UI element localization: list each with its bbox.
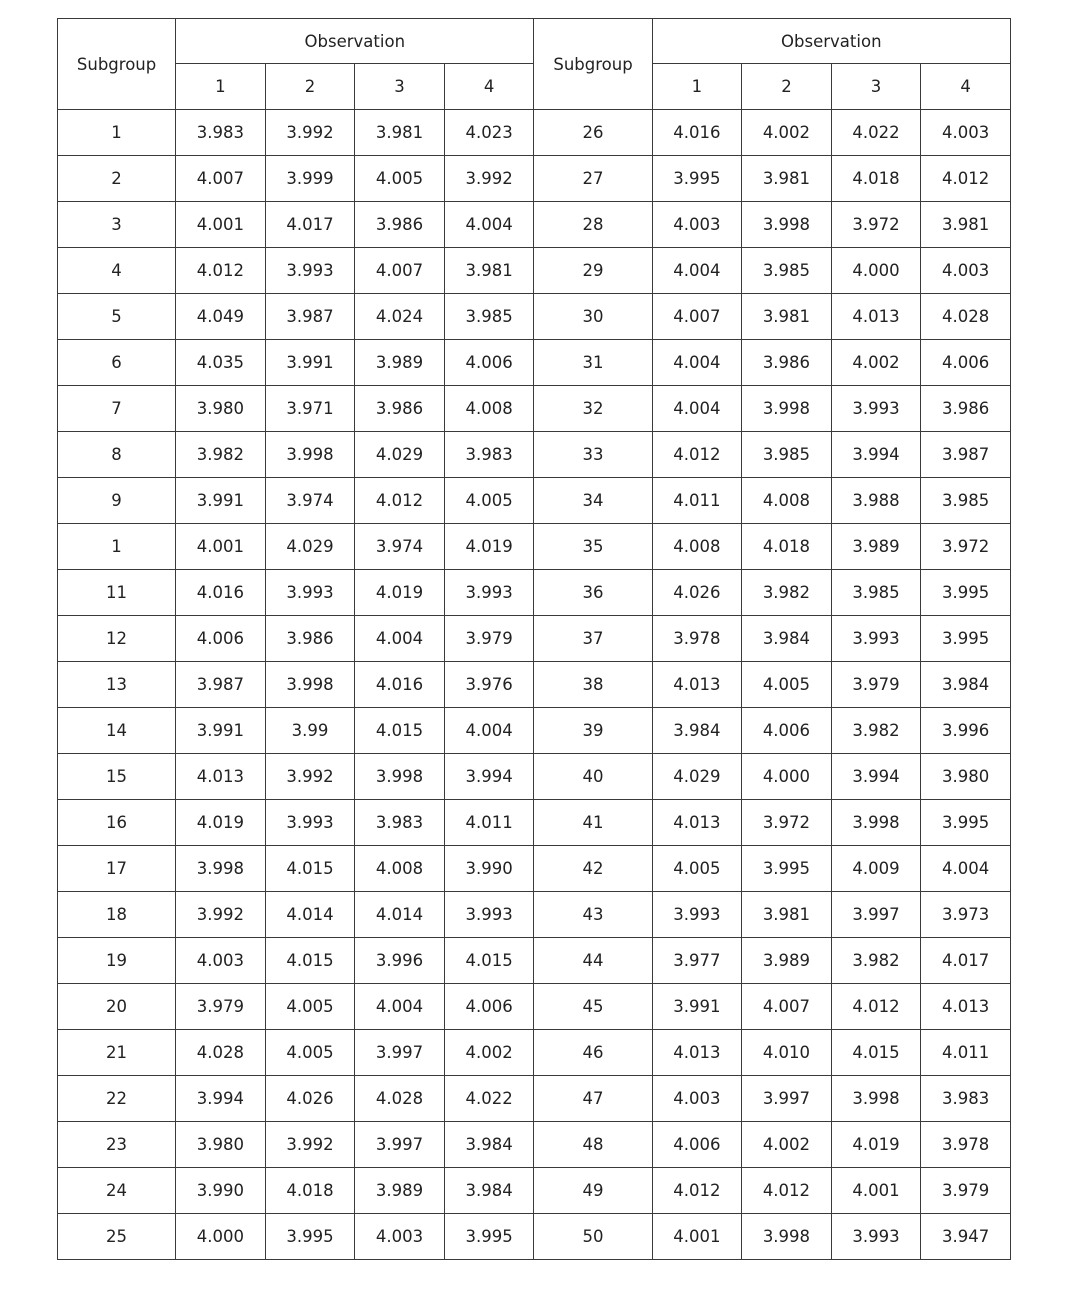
observation-cell: 4.006 [742,708,832,754]
observation-cell: 4.008 [742,478,832,524]
subgroup-cell: 30 [534,294,652,340]
observation-cell: 4.000 [831,248,921,294]
subgroup-cell: 18 [58,892,176,938]
observation-cell: 3.998 [265,662,355,708]
observation-cell: 3.998 [831,1076,921,1122]
observation-cell: 4.008 [444,386,534,432]
observation-cell: 3.994 [444,754,534,800]
observation-cell: 3.994 [176,1076,266,1122]
subgroup-cell: 32 [534,386,652,432]
table-row [58,524,1011,570]
table-row [58,1076,1011,1122]
subgroup-cell: 44 [534,938,652,984]
observation-cell: 4.028 [355,1076,445,1122]
observation-cell: 3.974 [265,478,355,524]
observation-cell: 4.005 [265,984,355,1030]
observation-cell: 4.006 [921,340,1011,386]
observation-cell: 4.013 [921,984,1011,1030]
observation-cell: 4.049 [176,294,266,340]
observation-cell: 3.997 [742,1076,832,1122]
observation-cell: 4.024 [355,294,445,340]
table-row [58,1030,1011,1076]
observation-cell: 4.017 [921,938,1011,984]
observation-cell: 3.993 [444,570,534,616]
subgroup-cell: 14 [58,708,176,754]
observation-cell: 3.998 [742,1214,832,1260]
observation-cell: 4.028 [921,294,1011,340]
observation-cell: 3.995 [921,616,1011,662]
observation-cell: 3.989 [355,1168,445,1214]
observation-cell: 3.995 [265,1214,355,1260]
observation-cell: 4.012 [176,248,266,294]
subgroup-cell: 15 [58,754,176,800]
observation-cell: 3.986 [355,202,445,248]
table-row [58,478,1011,524]
observation-cell: 4.000 [742,754,832,800]
subgroup-cell: 33 [534,432,652,478]
observation-cell: 4.016 [176,570,266,616]
observation-cell: 4.009 [831,846,921,892]
observation-cell: 3.993 [265,570,355,616]
subgroup-cell: 40 [534,754,652,800]
observation-cell: 4.012 [921,156,1011,202]
observation-cell: 3.989 [831,524,921,570]
observation-cell: 4.035 [176,340,266,386]
observation-cell: 4.016 [355,662,445,708]
subgroup-cell: 6 [58,340,176,386]
observation-cell: 3.995 [742,846,832,892]
observation-cell: 3.998 [265,432,355,478]
observation-cell: 3.993 [265,800,355,846]
observation-cell: 3.994 [831,432,921,478]
observation-cell: 3.981 [742,156,832,202]
observation-cell: 4.005 [742,662,832,708]
observation-cell: 3.989 [742,938,832,984]
observation-cell: 3.979 [831,662,921,708]
observation-cell: 3.978 [921,1122,1011,1168]
observation-cell: 3.992 [265,110,355,156]
subgroup-cell: 20 [58,984,176,1030]
observation-cell: 4.015 [355,708,445,754]
observation-cell: 3.985 [831,570,921,616]
observation-cell: 4.019 [176,800,266,846]
subgroup-cell: 1 [58,110,176,156]
subgroup-cell: 12 [58,616,176,662]
observation-cell: 3.998 [742,202,832,248]
observation-cell: 3.978 [652,616,742,662]
observation-cell: 4.001 [176,202,266,248]
observation-cell: 3.998 [176,846,266,892]
observation-cell: 3.981 [355,110,445,156]
observation-cell: 3.987 [176,662,266,708]
table-row [58,616,1011,662]
observation-cell: 4.012 [831,984,921,1030]
observation-cell: 4.029 [265,524,355,570]
observation-cell: 3.980 [176,1122,266,1168]
observation-cell: 3.982 [742,570,832,616]
observation-cell: 4.013 [652,1030,742,1076]
observation-cell: 3.996 [921,708,1011,754]
subgroup-cell: 46 [534,1030,652,1076]
subgroup-cell: 49 [534,1168,652,1214]
table-row [58,202,1011,248]
observation-cell: 4.012 [355,478,445,524]
table-row [58,1214,1011,1260]
subgroup-cell: 35 [534,524,652,570]
observation-cell: 3.990 [444,846,534,892]
observation-cell: 3.972 [831,202,921,248]
observation-cell: 4.000 [176,1214,266,1260]
observation-cell: 4.011 [444,800,534,846]
observation-cell: 3.981 [921,202,1011,248]
observation-cell: 3.984 [444,1122,534,1168]
subgroup-header-right: Subgroup [534,19,652,110]
observation-cell: 3.986 [742,340,832,386]
table-row [58,432,1011,478]
observation-cell: 3.986 [921,386,1011,432]
observation-cell: 4.002 [742,110,832,156]
subgroup-cell: 1 [58,524,176,570]
observation-number-header: 1 [652,64,742,110]
observation-cell: 3.984 [921,662,1011,708]
observation-number-header: 4 [444,64,534,110]
subgroup-cell: 48 [534,1122,652,1168]
observation-cell: 3.991 [652,984,742,1030]
subgroup-cell: 4 [58,248,176,294]
subgroup-cell: 7 [58,386,176,432]
observation-cell: 3.987 [265,294,355,340]
observation-cell: 4.001 [831,1168,921,1214]
subgroup-cell: 13 [58,662,176,708]
subgroup-cell: 24 [58,1168,176,1214]
observation-cell: 4.016 [652,110,742,156]
observation-cell: 4.018 [831,156,921,202]
table-row [58,708,1011,754]
observation-cell: 3.982 [831,938,921,984]
observation-cell: 4.008 [652,524,742,570]
observation-cell: 3.984 [742,616,832,662]
observation-cell: 3.981 [742,294,832,340]
observation-cell: 3.984 [444,1168,534,1214]
observation-cell: 4.013 [831,294,921,340]
observation-cell: 4.006 [444,340,534,386]
observation-cell: 3.995 [921,800,1011,846]
observation-cell: 4.019 [444,524,534,570]
observation-number-header: 3 [831,64,921,110]
observation-cell: 4.001 [176,524,266,570]
observation-cell: 4.003 [921,248,1011,294]
observation-cell: 3.982 [176,432,266,478]
observation-number-header: 2 [742,64,832,110]
subgroup-cell: 16 [58,800,176,846]
subgroup-cell: 5 [58,294,176,340]
subgroup-cell: 45 [534,984,652,1030]
observation-cell: 4.008 [355,846,445,892]
observation-cell: 3.976 [444,662,534,708]
observation-cell: 4.029 [652,754,742,800]
observation-cell: 4.015 [444,938,534,984]
observation-cell: 3.983 [355,800,445,846]
subgroup-cell: 36 [534,570,652,616]
table-body [58,110,1011,1260]
observation-cell: 4.014 [265,892,355,938]
observation-cell: 4.004 [652,248,742,294]
observation-cell: 4.003 [176,938,266,984]
observation-cell: 4.018 [742,524,832,570]
observation-cell: 3.992 [444,156,534,202]
table-row [58,570,1011,616]
observation-cell: 4.026 [265,1076,355,1122]
observation-cell: 4.007 [742,984,832,1030]
subgroup-cell: 34 [534,478,652,524]
observation-cell: 4.003 [355,1214,445,1260]
subgroup-cell: 17 [58,846,176,892]
observation-cell: 3.997 [355,1122,445,1168]
subgroup-cell: 2 [58,156,176,202]
observation-cell: 3.986 [355,386,445,432]
observation-cell: 4.007 [652,294,742,340]
observation-cell: 3.996 [355,938,445,984]
subgroup-cell: 11 [58,570,176,616]
observation-cell: 3.993 [831,1214,921,1260]
observation-cell: 4.006 [176,616,266,662]
observation-cell: 3.990 [176,1168,266,1214]
table-row [58,754,1011,800]
observation-cell: 3.983 [444,432,534,478]
table-row [58,662,1011,708]
observation-cell: 3.993 [831,386,921,432]
subgroup-cell: 25 [58,1214,176,1260]
observation-cell: 4.005 [652,846,742,892]
table-row [58,110,1011,156]
observation-cell: 3.986 [265,616,355,662]
observation-header-left: Observation [176,19,534,64]
subgroup-cell: 37 [534,616,652,662]
observation-cell: 3.977 [652,938,742,984]
observation-cell: 3.974 [355,524,445,570]
observation-cell: 3.983 [176,110,266,156]
table-row [58,1168,1011,1214]
observation-cell: 4.002 [742,1122,832,1168]
observation-cell: 3.971 [265,386,355,432]
observation-cell: 3.980 [176,386,266,432]
observation-cell: 4.015 [831,1030,921,1076]
observation-cell: 4.004 [355,984,445,1030]
observation-cell: 4.019 [831,1122,921,1168]
observation-cell: 3.981 [444,248,534,294]
observation-cell: 3.972 [921,524,1011,570]
observation-cell: 3.987 [921,432,1011,478]
observation-cell: 4.004 [652,386,742,432]
observation-cell: 4.012 [742,1168,832,1214]
table-row [58,800,1011,846]
observation-cell: 4.012 [652,1168,742,1214]
observation-cell: 4.022 [831,110,921,156]
observation-cell: 4.007 [176,156,266,202]
observation-cell: 4.028 [176,1030,266,1076]
observation-cell: 3.984 [652,708,742,754]
observation-cell: 3.99 [265,708,355,754]
observation-cell: 4.003 [921,110,1011,156]
observation-cell: 3.982 [831,708,921,754]
observation-cell: 3.985 [742,248,832,294]
observation-cell: 4.003 [652,1076,742,1122]
table-row [58,156,1011,202]
subgroup-cell: 29 [534,248,652,294]
subgroup-cell: 39 [534,708,652,754]
observation-cell: 4.011 [652,478,742,524]
observation-cell: 4.001 [652,1214,742,1260]
observation-cell: 3.991 [176,708,266,754]
observation-cell: 3.980 [921,754,1011,800]
subgroup-cell: 9 [58,478,176,524]
observation-number-header: 4 [921,64,1011,110]
observation-cell: 3.979 [444,616,534,662]
observation-cell: 3.998 [355,754,445,800]
table-row [58,1122,1011,1168]
subgroup-cell: 21 [58,1030,176,1076]
observation-cell: 3.999 [265,156,355,202]
observation-cell: 4.007 [355,248,445,294]
subgroup-cell: 27 [534,156,652,202]
subgroup-cell: 26 [534,110,652,156]
observation-cell: 3.947 [921,1214,1011,1260]
table-row [58,846,1011,892]
observation-cell: 3.985 [742,432,832,478]
observation-cell: 4.015 [265,938,355,984]
subgroup-cell: 28 [534,202,652,248]
observation-cell: 4.022 [444,1076,534,1122]
subgroup-cell: 50 [534,1214,652,1260]
observation-cell: 4.005 [265,1030,355,1076]
observation-cell: 4.004 [444,708,534,754]
observation-cell: 4.013 [652,800,742,846]
observation-cell: 3.979 [921,1168,1011,1214]
observation-table [57,18,1011,1260]
observation-cell: 3.991 [265,340,355,386]
observation-cell: 4.023 [444,110,534,156]
observation-cell: 4.013 [652,662,742,708]
observation-cell: 4.006 [444,984,534,1030]
observation-cell: 3.979 [176,984,266,1030]
observation-cell: 3.998 [742,386,832,432]
observation-cell: 3.985 [444,294,534,340]
subgroup-cell: 38 [534,662,652,708]
subgroup-cell: 8 [58,432,176,478]
observation-cell: 3.992 [265,1122,355,1168]
observation-cell: 4.004 [355,616,445,662]
subgroup-cell: 23 [58,1122,176,1168]
subgroup-cell: 22 [58,1076,176,1122]
observation-cell: 3.993 [444,892,534,938]
observation-cell: 3.992 [265,754,355,800]
table-row [58,248,1011,294]
observation-cell: 3.995 [652,156,742,202]
observation-cell: 4.004 [921,846,1011,892]
observation-cell: 3.998 [831,800,921,846]
observation-cell: 3.983 [921,1076,1011,1122]
table-row [58,340,1011,386]
observation-number-header: 3 [355,64,445,110]
observation-cell: 4.018 [265,1168,355,1214]
observation-cell: 4.005 [444,478,534,524]
observation-cell: 3.993 [652,892,742,938]
observation-cell: 3.972 [742,800,832,846]
observation-cell: 4.010 [742,1030,832,1076]
observation-cell: 3.993 [831,616,921,662]
observation-cell: 4.014 [355,892,445,938]
observation-cell: 4.029 [355,432,445,478]
observation-cell: 3.997 [831,892,921,938]
observation-cell: 4.006 [652,1122,742,1168]
subgroup-cell: 3 [58,202,176,248]
subgroup-cell: 43 [534,892,652,938]
observation-cell: 4.011 [921,1030,1011,1076]
observation-cell: 3.991 [176,478,266,524]
observation-cell: 3.988 [831,478,921,524]
table-row [58,892,1011,938]
observation-cell: 4.026 [652,570,742,616]
observation-number-header: 1 [176,64,266,110]
observation-cell: 4.002 [831,340,921,386]
observation-cell: 3.992 [176,892,266,938]
table-row [58,984,1011,1030]
observation-cell: 4.015 [265,846,355,892]
table-row [58,386,1011,432]
observation-cell: 3.973 [921,892,1011,938]
observation-cell: 3.981 [742,892,832,938]
subgroup-cell: 47 [534,1076,652,1122]
subgroup-cell: 41 [534,800,652,846]
observation-cell: 4.002 [444,1030,534,1076]
table-row [58,294,1011,340]
subgroup-header-left: Subgroup [58,19,176,110]
subgroup-cell: 42 [534,846,652,892]
observation-cell: 3.993 [265,248,355,294]
subgroup-cell: 19 [58,938,176,984]
observation-cell: 3.989 [355,340,445,386]
observation-cell: 4.019 [355,570,445,616]
observation-cell: 4.013 [176,754,266,800]
observation-cell: 4.003 [652,202,742,248]
subgroup-cell: 31 [534,340,652,386]
observation-cell: 4.012 [652,432,742,478]
observation-cell: 4.017 [265,202,355,248]
observation-number-header: 2 [265,64,355,110]
observation-cell: 3.995 [444,1214,534,1260]
observation-cell: 4.004 [444,202,534,248]
observation-cell: 4.004 [652,340,742,386]
observation-cell: 3.985 [921,478,1011,524]
observation-cell: 3.994 [831,754,921,800]
observation-cell: 3.997 [355,1030,445,1076]
observation-cell: 3.995 [921,570,1011,616]
observation-cell: 4.005 [355,156,445,202]
observation-header-right: Observation [652,19,1010,64]
table-row [58,938,1011,984]
